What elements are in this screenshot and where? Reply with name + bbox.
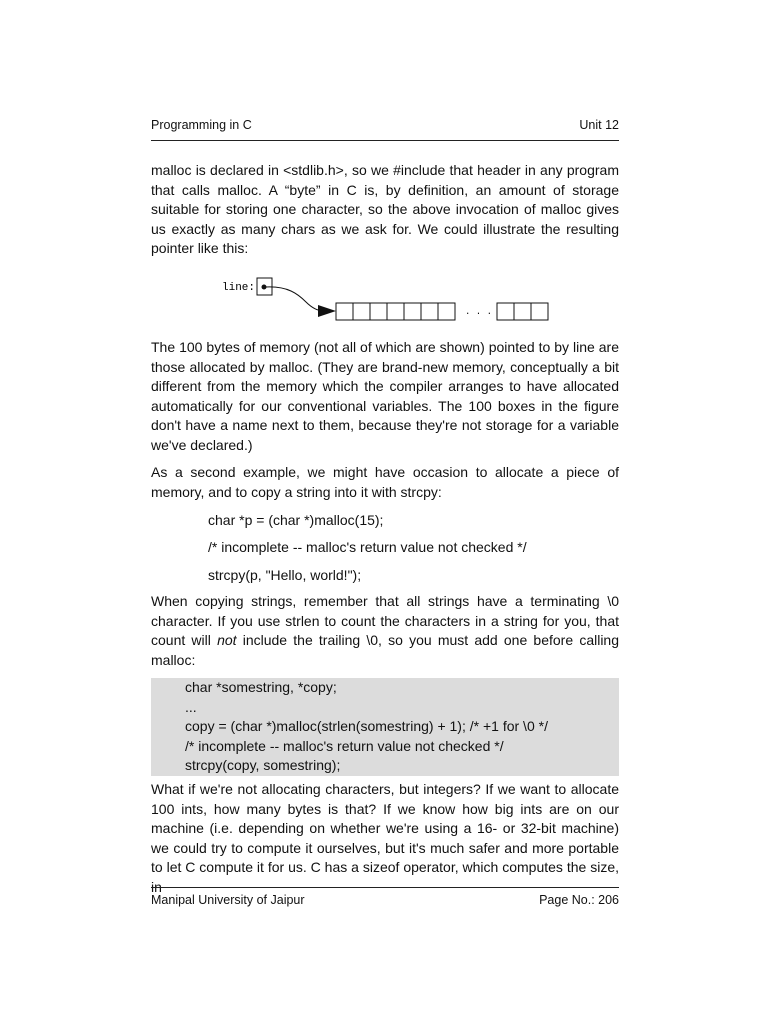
code-block-line-2: ... bbox=[185, 698, 197, 715]
footer-university: Manipal University of Jaipur bbox=[151, 893, 305, 907]
code-line-3: strcpy(p, "Hello, world!"); bbox=[208, 567, 362, 583]
paragraph-second-example: As a second example, we might have occasion to allocate a piece of memory, and to copy a string into it with strcpy: bbox=[151, 464, 619, 500]
paragraph-integers: What if we're not allocating characters, but integers? If we want to allocate 100 ints, how many bytes is that? If we know how big ints are on our machine (i.e. depending on whether we're using a 16- or 32-bit machine) we could try to compute it ourselves, but it's much safer and more portable to let C compute it for us. C has a sizeof operator, which computes the size, in bbox=[151, 781, 619, 895]
memory-cell bbox=[353, 303, 370, 320]
code-block-line-4: /* incomplete -- malloc's return value not checked */ bbox=[185, 737, 504, 754]
p4-emphasis: not bbox=[217, 632, 237, 649]
memory-cell bbox=[404, 303, 421, 320]
paragraph-copying-strings bbox=[151, 592, 619, 670]
memory-cell bbox=[514, 303, 531, 320]
paragraph-memory-description: The 100 bytes of memory (not all of which are shown) pointed to by line are those allocated by malloc. (They are brand-new memory, conceptually a bit different from the memory which the compiler arranges to have allocated automatically for our conventional variables. The 100 boxes in the figure don't have a name next to them, because they're not storage for a variable we've declared.) bbox=[151, 339, 619, 453]
footer-page-number: Page No.: 206 bbox=[539, 893, 619, 907]
memory-cells-tail bbox=[497, 303, 548, 320]
memory-ellipsis: · · · bbox=[465, 309, 493, 319]
p4-text-after: include the trailing \0, so you must add one before calling malloc: bbox=[151, 632, 620, 668]
memory-cells bbox=[336, 303, 455, 320]
code-block-shaded bbox=[151, 678, 619, 776]
code-block-line-5: strcpy(copy, somestring); bbox=[185, 757, 341, 773]
memory-cell bbox=[497, 303, 514, 320]
code-line-1: char *p = (char *)malloc(15); bbox=[208, 512, 384, 528]
memory-cell bbox=[387, 303, 404, 320]
memory-cell bbox=[421, 303, 438, 320]
header-title: Programming in C bbox=[151, 118, 252, 132]
page-header bbox=[151, 116, 619, 141]
p4-text-before: When copying strings, remember that all strings have a terminating \0 character. If you use strlen to count the characters in a string for you, that count will bbox=[151, 593, 619, 649]
code-block-line-1: char *somestring, *copy; bbox=[185, 679, 337, 695]
pointer-figure bbox=[218, 272, 558, 334]
pointer-dot bbox=[262, 285, 267, 290]
code-line-2: /* incomplete -- malloc's return value not checked */ bbox=[208, 539, 527, 555]
header-unit: Unit 12 bbox=[579, 118, 619, 132]
paragraph-malloc-intro: malloc is declared in <stdlib.h>, so we #include that header in any program that calls malloc. A “byte” in C is, by definition, an amount of storage suitable for storing one character, so the above invocation of malloc gives us exactly as many chars as we ask for. We could illustrate the resulting pointer like this: bbox=[151, 162, 619, 257]
page-footer bbox=[151, 887, 619, 911]
figure-label: line: bbox=[222, 282, 256, 294]
memory-cell bbox=[531, 303, 548, 320]
pointer-arrow-line bbox=[266, 287, 324, 311]
pointer-diagram bbox=[218, 272, 558, 328]
pointer-arrowhead bbox=[318, 305, 336, 317]
memory-cell bbox=[370, 303, 387, 320]
memory-cell bbox=[438, 303, 455, 320]
code-block-line-3: copy = (char *)malloc(strlen(somestring) + 1); /* +1 for \0 */ bbox=[185, 718, 548, 734]
memory-cell bbox=[336, 303, 353, 320]
